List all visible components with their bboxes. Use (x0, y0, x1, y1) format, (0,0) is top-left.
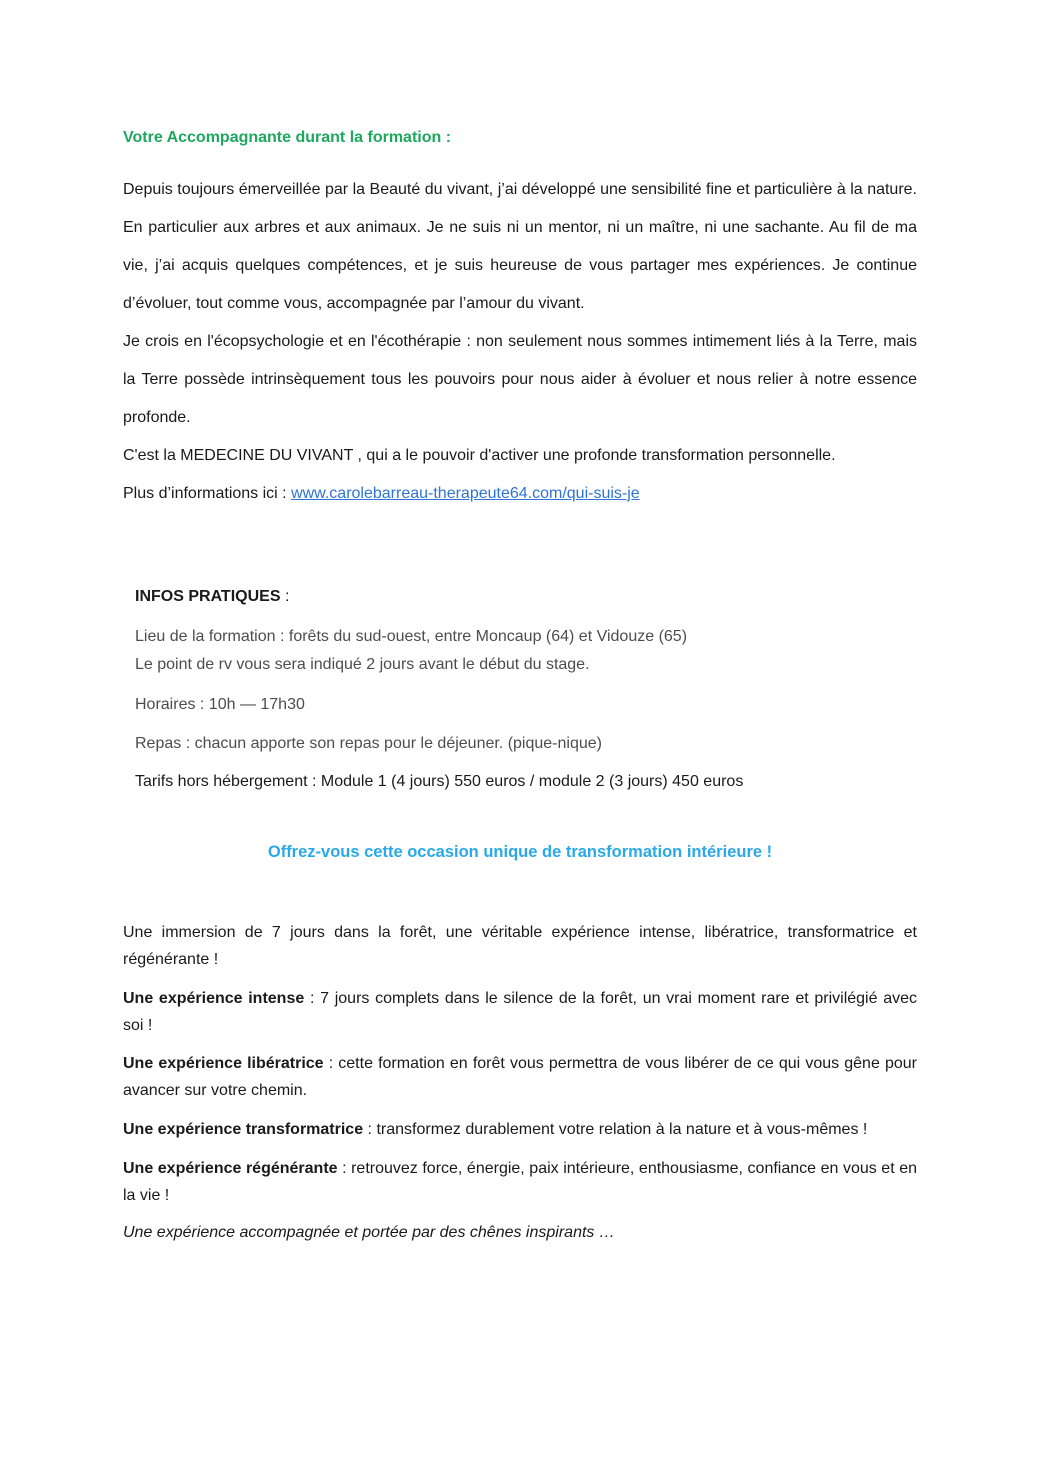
offer-closing-italic-line: Une expérience accompagnée et portée par des chênes inspirants … (123, 1224, 615, 1241)
offer-item-regenerante-rest: : retrouvez force, énergie, paix intérieure, enthousiasme, confiance en vous et en la vie ! (123, 1160, 917, 1204)
offer-item-regenerante (123, 1155, 917, 1209)
offer-item-liberatrice-lead: Une expérience libératrice (123, 1055, 324, 1072)
offer-text-block (123, 919, 917, 1246)
lieu-line-2: Le point de rv vous sera indiqué 2 jours avant le début du stage. (135, 656, 590, 673)
qui-suis-je-link[interactable]: www.carolebarreau-therapeute64.com/qui-suis-je (291, 485, 640, 502)
infos-item-tarifs: Tarifs hors hébergement : Module 1 (4 jours) 550 euros / module 2 (3 jours) 450 euros (135, 773, 744, 790)
offer-item-transformatrice-rest: : transformez durablement votre relation à la nature et à vous-mêmes ! (363, 1121, 868, 1138)
infos-pratiques-heading (135, 585, 917, 609)
infos-item-lieu (135, 623, 917, 679)
intro-paragraph-ecopsychologie: Je crois en l'écopsychologie et en l'écothérapie : non seulement nous sommes intimement liés à la Terre, mais la Terre possède intrinsèquement tous les pouvoirs pour nous aider à évoluer et nous relier à notre essence profonde. (123, 333, 917, 426)
infos-pratiques-heading-text: INFOS PRATIQUES (135, 588, 281, 605)
offer-item-regenerante-lead: Une expérience régénérante (123, 1160, 338, 1177)
intro-paragraph-medecine: C'est la MEDECINE DU VIVANT , qui a le pouvoir d'activer une profonde transformation personnelle. (123, 447, 836, 464)
link-label: Plus d’informations ici : (123, 485, 292, 502)
offer-item-transformatrice (123, 1116, 917, 1143)
infos-item-horaires: Horaires : 10h — 17h30 (135, 696, 305, 713)
intro-link-line (123, 475, 917, 513)
offer-item-intense-lead: Une expérience intense (123, 990, 305, 1007)
infos-pratiques-heading-colon: : (280, 588, 290, 605)
intro-text-block (123, 171, 917, 513)
offer-item-liberatrice-rest: : cette formation en forêt vous permettra de vous libérer de ce qui vous gêne pour avancer sur votre chemin. (123, 1055, 917, 1099)
offer-item-transformatrice-lead: Une expérience transformatrice (123, 1121, 364, 1138)
offer-paragraph-immersion: Une immersion de 7 jours dans la forêt, une véritable expérience intense, libératrice, transformatrice et régénérante ! (123, 924, 917, 968)
offer-item-liberatrice (123, 1050, 917, 1104)
infos-pratiques-section (123, 585, 917, 796)
infos-item-repas: Repas : chacun apporte son repas pour le déjeuner. (pique-nique) (135, 735, 602, 752)
offer-item-intense-rest: : 7 jours complets dans le silence de la forêt, un vrai moment rare et privilégié avec soi ! (123, 990, 918, 1034)
offer-banner-heading: Offrez-vous cette occasion unique de transformation intérieure ! (267, 843, 773, 861)
accompagnante-section-heading: Votre Accompagnante durant la formation : (123, 129, 452, 146)
lieu-line-1: Lieu de la formation : forêts du sud-ouest, entre Moncaup (64) et Vidouze (65) (135, 628, 688, 645)
offer-item-intense (123, 985, 917, 1039)
intro-paragraph-presentation: Depuis toujours émerveillée par la Beauté du vivant, j’ai développé une sensibilité fine et particulière à la nature. En particulier aux arbres et aux animaux. Je ne suis ni un mentor, ni un maître, ni une sachante. Au fil de ma vie, j’ai acquis quelques compétences, et je suis heureuse de vous partager mes expériences. Je continue d’évoluer, tout comme vous, accompagnée par l’amour du vivant. (123, 181, 917, 312)
